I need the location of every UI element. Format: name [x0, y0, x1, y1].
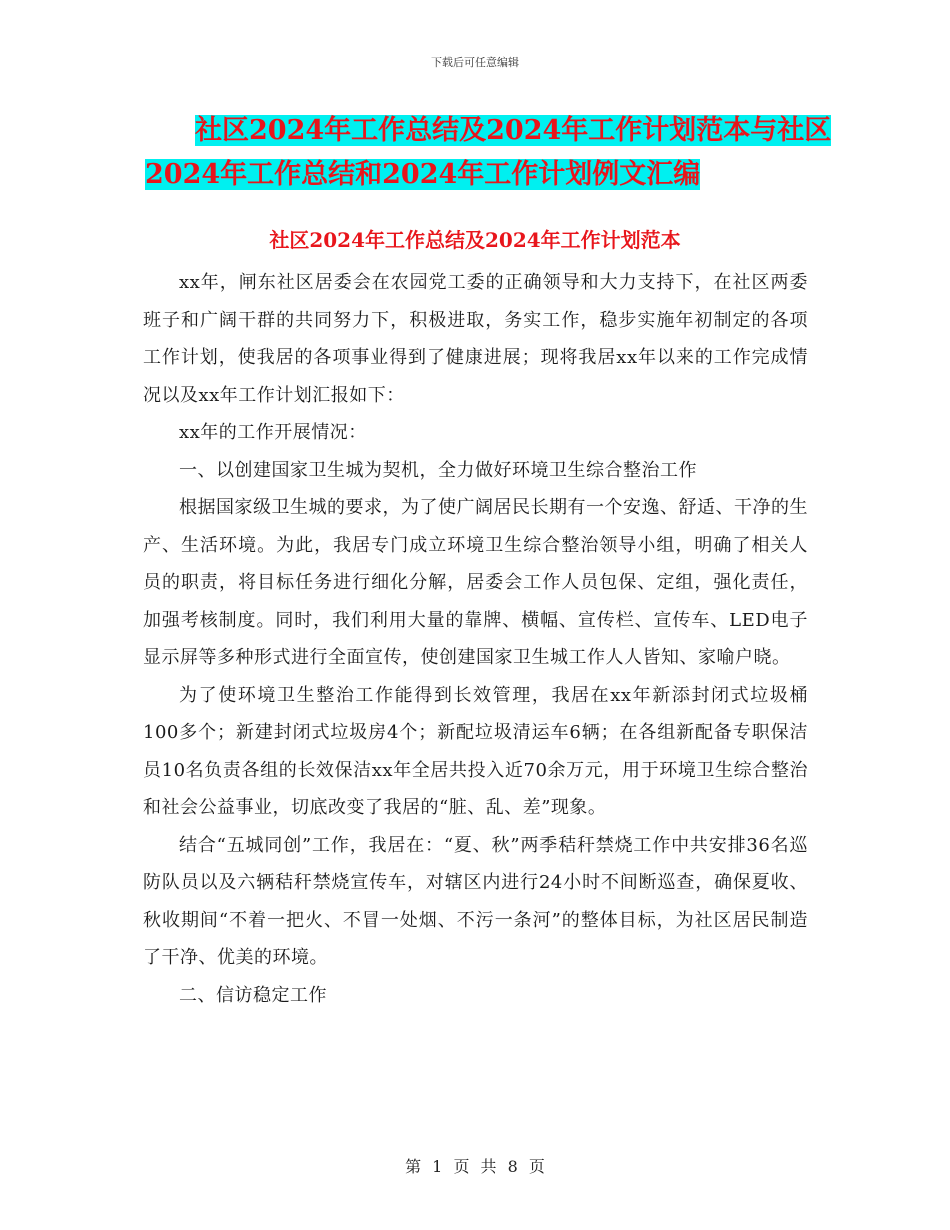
paragraph-sanitation-leadership: 根据国家级卫生城的要求，为了使广阔居民长期有一个安逸、舒适、干净的生产、生活环境。为此，我居专门成立环境卫生综合整治领导小组，明确了相关人员的职责，将目标任务进行细化分解，居委会工作人员包保、定组，强化责任，加强考核制度。同时，我们利用大量的靠牌、横幅、宣传栏、宣传车、LED电子显示屏等多种形式进行全面宣传，使创建国家卫生城工作人人皆知、家喻户晓。: [143, 497, 808, 668]
title-line-1-text: 社区2024年工作总结及2024年工作计划范本与社区: [195, 115, 832, 146]
section-heading-sanitation: 一、以创建国家卫生城为契机，全力做好环境卫生综合整治工作: [179, 459, 697, 481]
document-title-line-1: [145, 110, 835, 152]
title-line-2-text: 2024年工作总结和2024年工作计划例文汇编: [145, 159, 701, 190]
paragraph-work-status-heading: xx年的工作开展情况：: [179, 422, 367, 443]
section-heading-petition: 二、信访稳定工作: [179, 984, 327, 1006]
paragraph-intro: xx年，闸东社区居委会在农园党工委的正确领导和大力支持下，在社区两委班子和广阔干群的共同努力下，积极进取，务实工作，稳步实施年初制定的各项工作计划，使我居的各项事业得到了健康进展；现将我居xx年以来的工作完成情况以及xx年工作计划汇报如下：: [143, 272, 808, 406]
document-body: [143, 264, 808, 1014]
paragraph-straw-burning: 结合“五城同创”工作，我居在：“夏、秋”两季秸秆禁烧工作中共安排36名巡防队员以及六辆秸秆禁烧宣传车，对辖区内进行24小时不间断巡查，确保夏收、秋收期间“不着一把火、不冒一处烟、不污一条河”的整体目标，为社区居民制造了干净、优美的环境。: [143, 834, 808, 968]
document-title-line-2: [145, 154, 835, 196]
page-footer: 第 1 页 共 8 页: [405, 1157, 545, 1176]
section-title: 社区2024年工作总结及2024年工作计划范本: [269, 228, 681, 252]
header-note: 下载后可任意编辑: [431, 56, 519, 69]
paragraph-sanitation-investment: 为了使环境卫生整治工作能得到长效管理，我居在xx年新添封闭式垃圾桶100多个；新建封闭式垃圾房4个；新配垃圾清运车6辆；在各组新配备专职保洁员10名负责各组的长效保洁xx年全居共投入近70余万元，用于环境卫生综合整治和社会公益事业，切底改变了我居的“脏、乱、差”现象。: [143, 684, 808, 818]
